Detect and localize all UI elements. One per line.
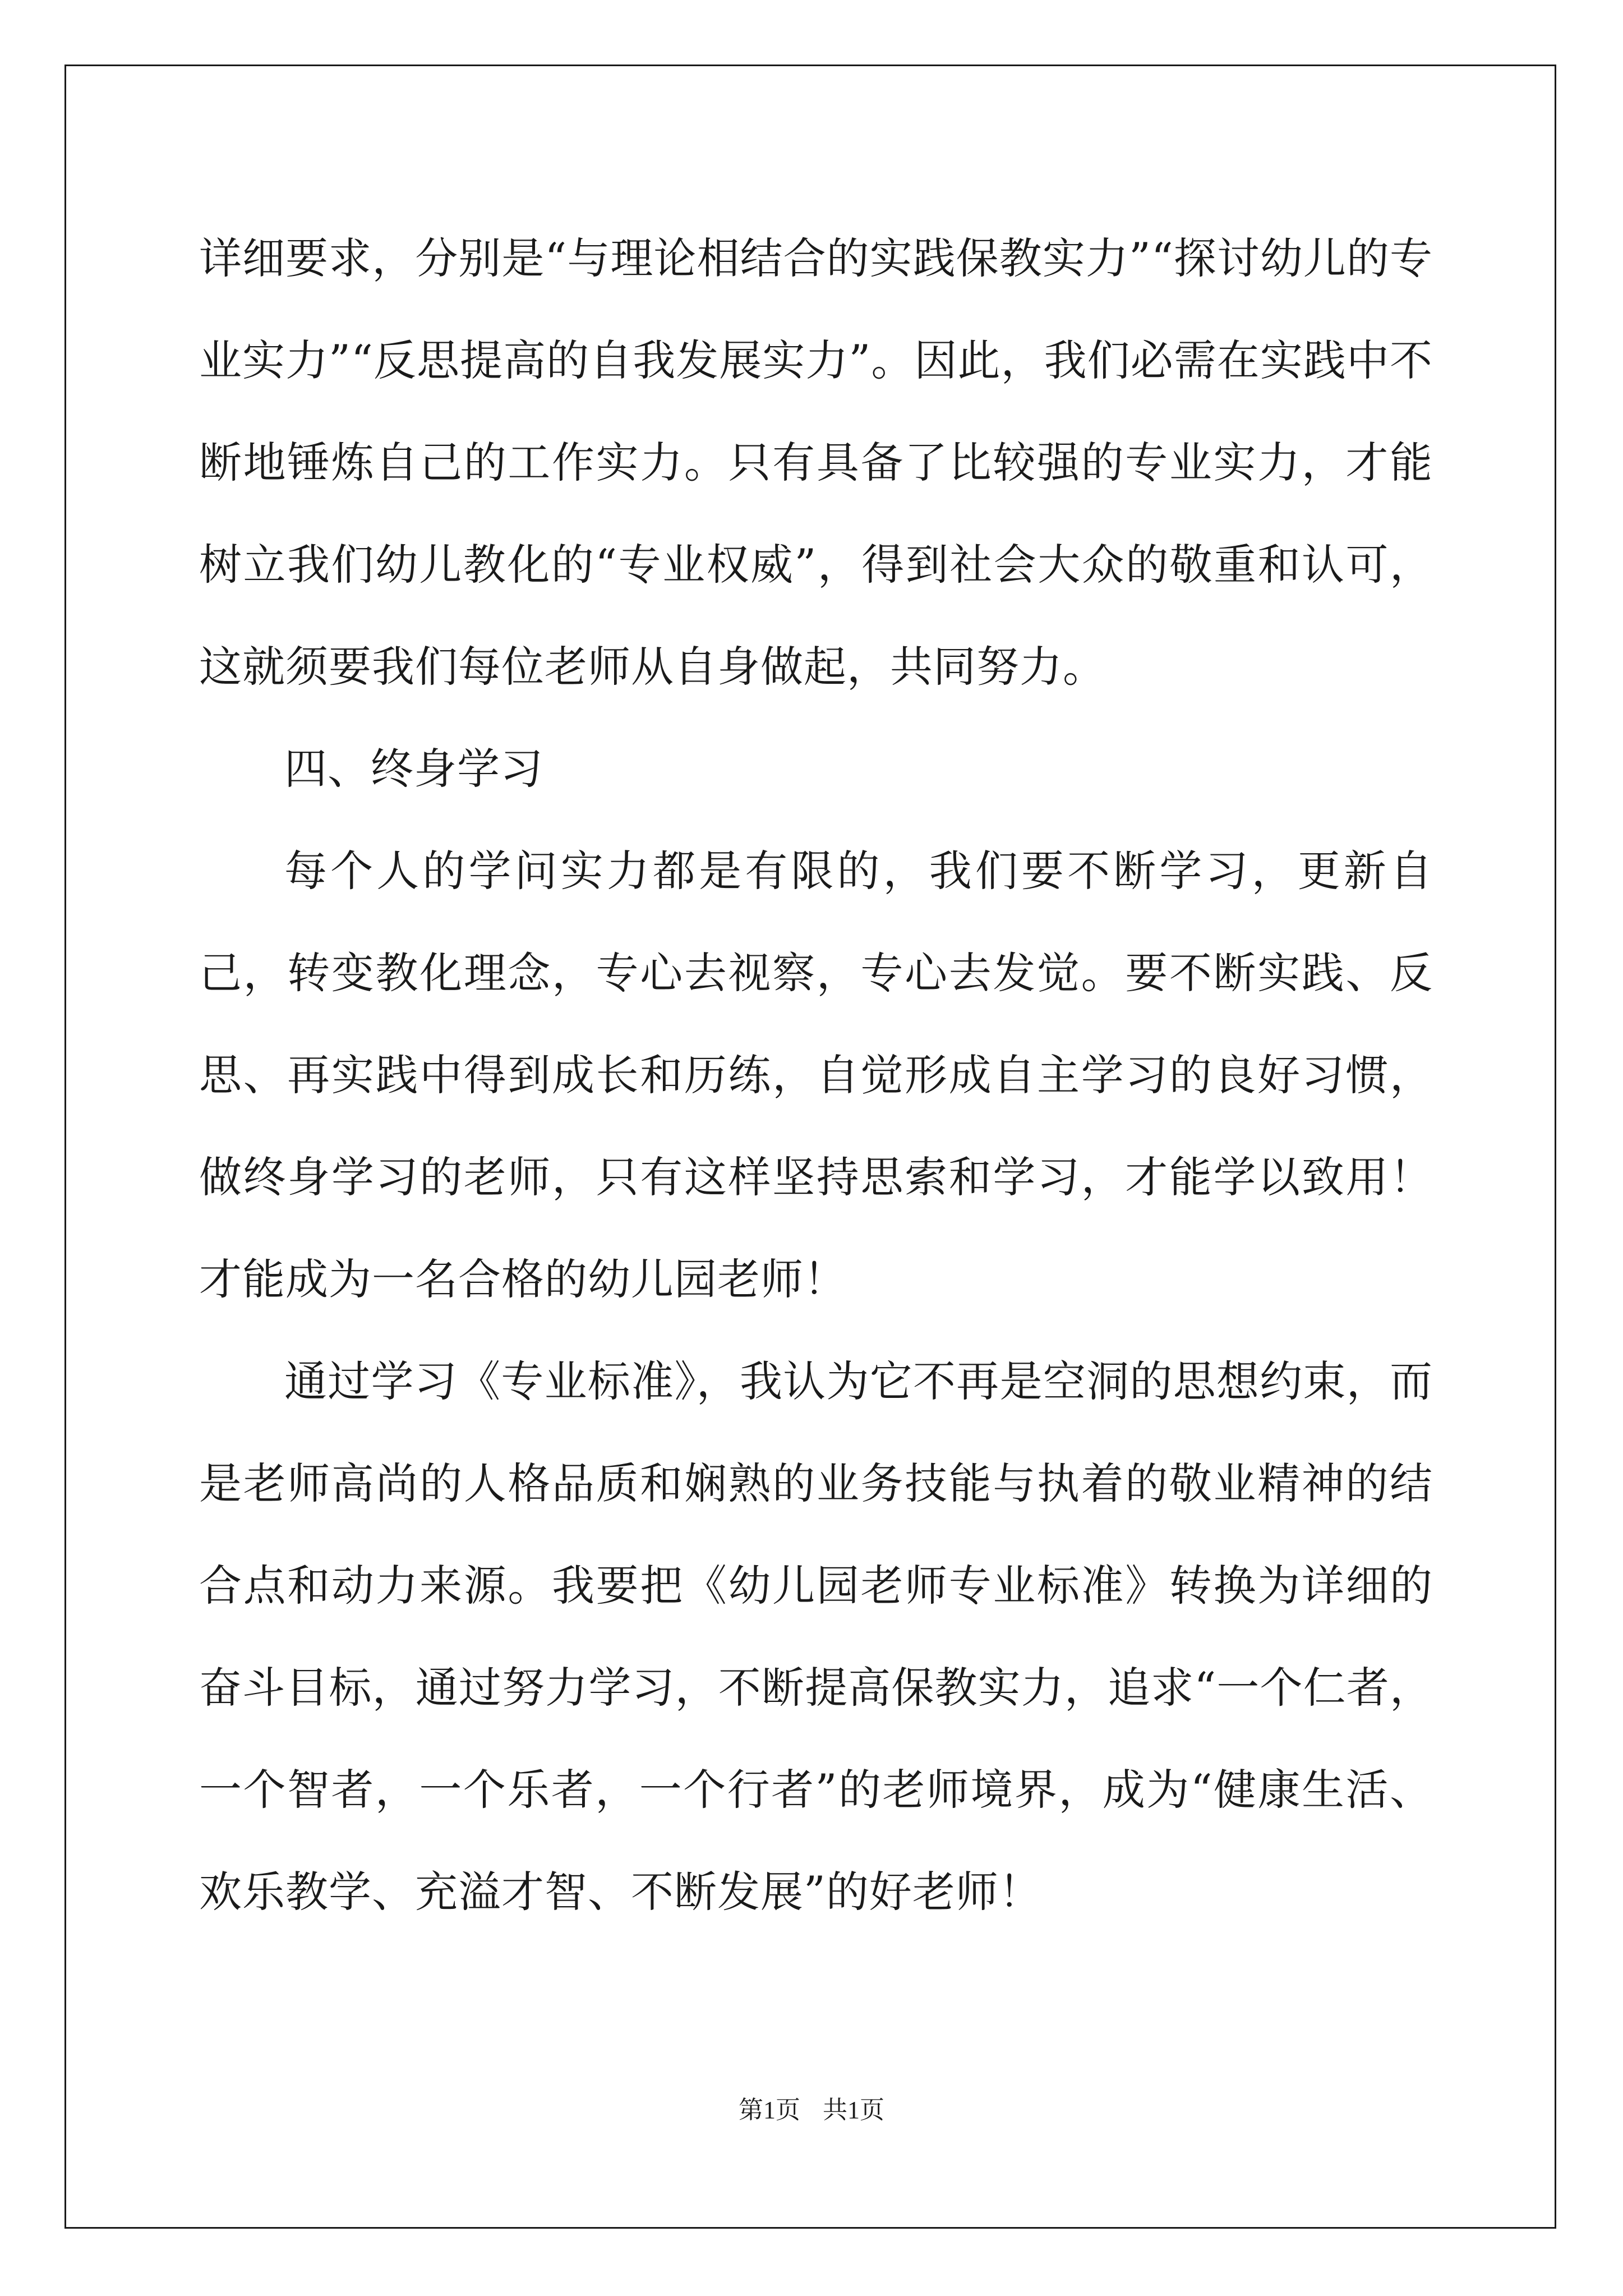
page-total: 共1页 xyxy=(823,2096,884,2124)
page-number: 第1页 xyxy=(739,2096,800,2124)
page-footer xyxy=(0,2090,1623,2125)
document-body xyxy=(199,208,1433,1943)
paragraph-continuation: 详细要求，分别是“与理论相结合的实践保教实力”“探讨幼儿的专业实力”“反思提高的自我发展实力”。因此，我们必需在实践中不断地锤炼自己的工作实力。只有具备了比较强的专业实力，才能树立我们幼儿教化的“专业权威”，得到社会大众的敬重和认可，这就须要我们每位老师从自身做起，共同努力。 xyxy=(199,233,1433,692)
paragraph-lifelong-learning: 每个人的学问实力都是有限的，我们要不断学习，更新自己，转变教化理念，专心去视察，专心去发觉。要不断实践、反思、再实践中得到成长和历练，自觉形成自主学习的良好习惯，做终身学习的老师，只有这样坚持思索和学习，才能学以致用！才能成为一名合格的幼儿园老师！ xyxy=(199,846,1433,1304)
paragraph-conclusion: 通过学习《专业标准》，我认为它不再是空洞的思想约束，而是老师高尚的人格品质和娴熟的业务技能与执着的敬业精神的结合点和动力来源。我要把《幼儿园老师专业标准》转换为详细的奋斗目标，通过努力学习，不断提高保教实力，追求“一个仁者，一个智者，一个乐者，一个行者”的老师境界，成为“健康生活、欢乐教学、充溢才智、不断发展”的好老师！ xyxy=(199,1356,1433,1917)
section-heading-lifelong-learning: 四、终身学习 xyxy=(284,744,543,794)
